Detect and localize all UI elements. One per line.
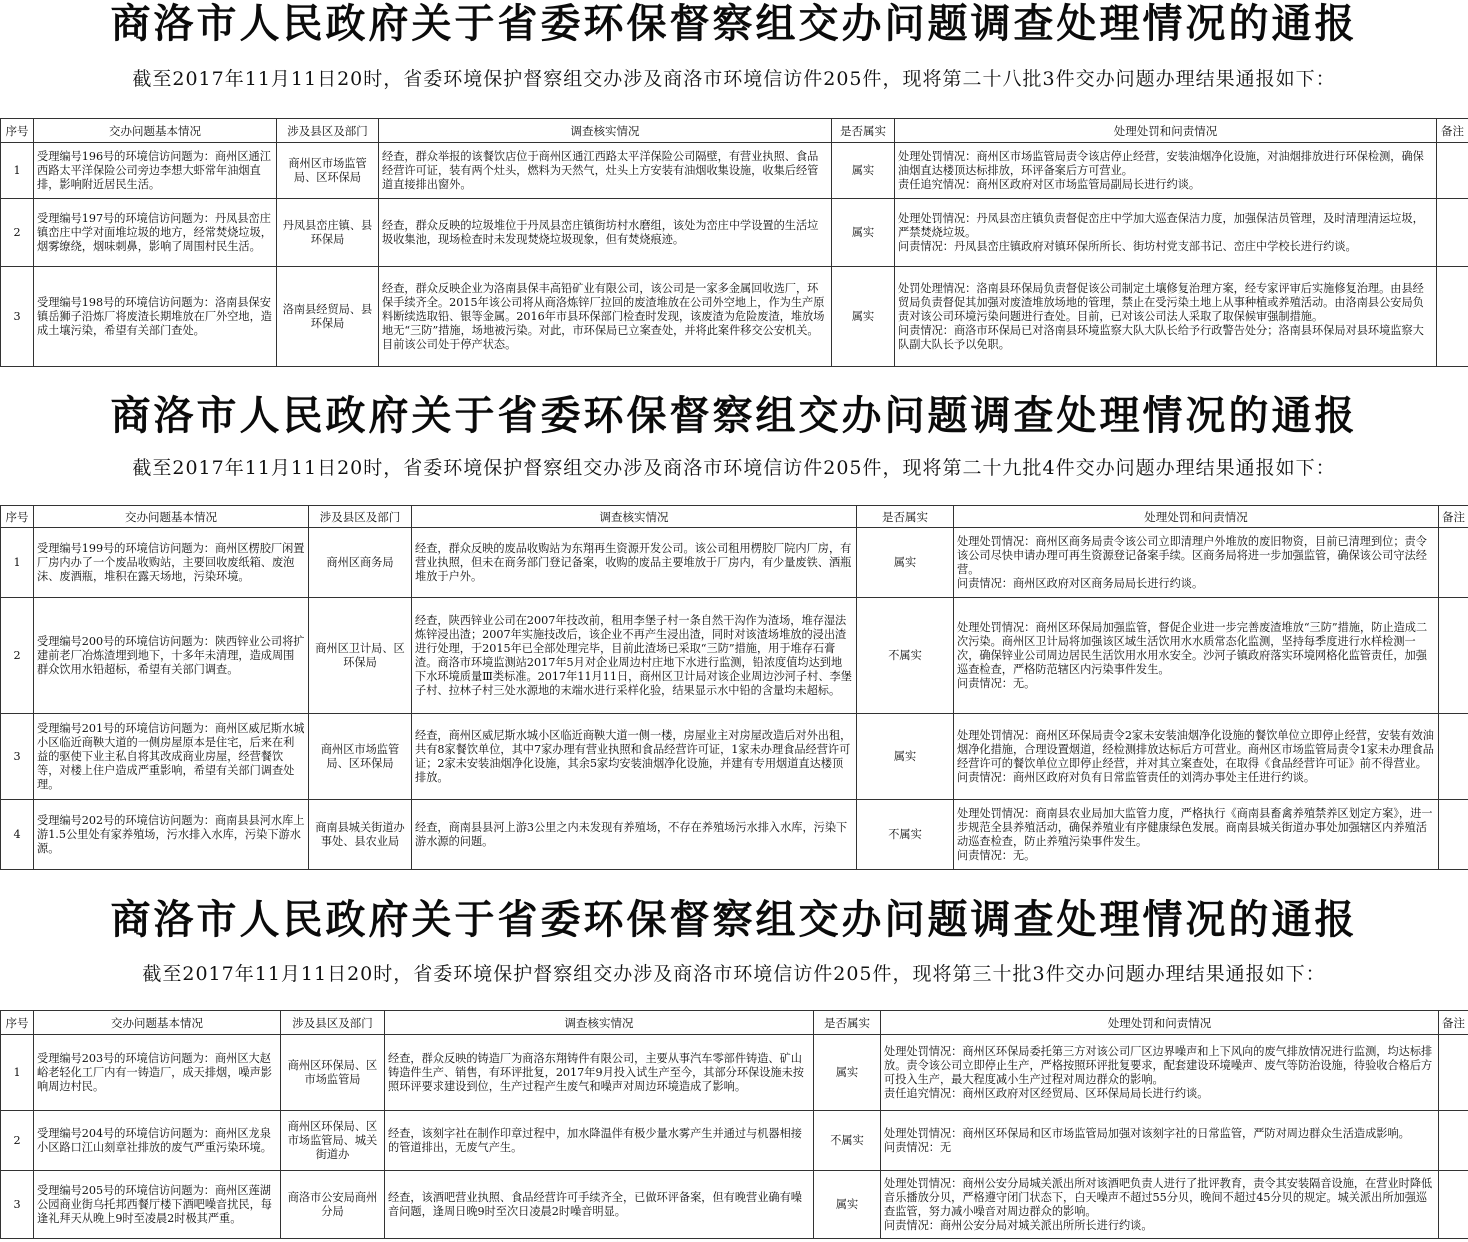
cell-handling: 处理处罚情况：商州区商务局责令该公司立即清理户外堆放的废旧物资，目前已清理到位；责令该公司尽快申请办理可再生资源登记备案手续。区商务局将进一步加强监管，确保该公司守法经营。 问责情况：商州区政府对区商务局局长进行约谈。 bbox=[954, 528, 1439, 598]
cell-investigation: 经查，群众反映的垃圾堆位于丹凤县峦庄镇街坊村水磨组，该处为峦庄中学设置的生活垃圾收集池，现场检查时未发现焚烧垃圾现象，但有焚烧痕迹。 bbox=[379, 199, 832, 267]
notice-title: 商洛市人民政府关于省委环保督察组交办问题调查处理情况的通报 bbox=[110, 1, 1358, 47]
cell-handling: 处理处罚情况：商州区市场监管局责令该店停止经营，安装油烟净化设施，对油烟排放进行环保检测，确保油烟直达楼顶达标排放，环评备案后方可营业。 责任追究情况：商州区政府对区市场监管局副局长进行约谈。 bbox=[895, 143, 1437, 199]
table-row bbox=[1, 598, 1468, 714]
cell-handling: 处理处罚情况：商南县农业局加大监管力度，严格执行《商南县畜禽养殖禁养区划定方案》，进一步规范全县养殖活动，确保养殖业有序健康绿色发展。商南县城关街道办事处加强辖区内养殖活动巡查检查，防止养殖污染事件发生。 问责情况：无。 bbox=[954, 800, 1439, 870]
cell-index: 2 bbox=[1, 1111, 34, 1171]
cell-department: 商州区商务局 bbox=[309, 528, 412, 598]
cell-remarks bbox=[1439, 800, 1468, 870]
cell-index: 4 bbox=[1, 800, 34, 870]
cell-investigation: 经查，群众反映的铸造厂为商洛东翔铸件有限公司，主要从事汽车零部件铸造、矿山铸造件生产、销售，有环评批复，2017年9月投入试生产至今，其部分环保设施未按照环评要求建设到位，生产过程产生废气和噪声对周边环境造成了影响。 bbox=[385, 1035, 814, 1111]
cell-verified: 属实 bbox=[832, 267, 895, 367]
table-row bbox=[1, 143, 1468, 199]
cell-investigation: 经查，群众举报的该餐饮店位于商州区通江西路太平洋保险公司隔壁，有营业执照、食品经营许可证，装有两个灶头，燃料为天然气，灶头上方安装有油烟收集设施，收集后经管道直接排出窗外。 bbox=[379, 143, 832, 199]
cell-handling: 处理处罚情况：商州区环保局委托第三方对该公司厂区边界噪声和上下风向的废气排放情况进行监测，均达标排放。责令该公司立即停止生产，严格按照环评批复要求，配套建设环境噪声、废气等防治设施，待验收合格后方可投入生产，最大程度减小生产过程对周边群众的影响。 责任追究情况：商州区政府对区经贸局、区环保局局长进行约谈。 bbox=[881, 1035, 1439, 1111]
header-index: 序号 bbox=[1, 506, 34, 528]
cell-index: 3 bbox=[1, 267, 34, 367]
notice-subtitle: 截至2017年11月11日20时，省委环境保护督察组交办涉及商洛市环境信访件205件，现将第三十批3件交办问题办理结果通报如下： bbox=[142, 963, 1326, 985]
table-header-row bbox=[1, 119, 1468, 143]
cell-investigation: 经查，该酒吧营业执照、食品经营许可手续齐全，已做环评备案，但有晚营业确有噪音问题，逢周日晚9时至次日凌晨2时噪音明显。 bbox=[385, 1171, 814, 1239]
cell-department: 商南县城关街道办事处、县农业局 bbox=[309, 800, 412, 870]
cell-remarks bbox=[1439, 714, 1468, 800]
header-investigation: 调查核实情况 bbox=[379, 119, 832, 143]
cell-remarks bbox=[1439, 528, 1468, 598]
cell-investigation: 经查，商南县县河上游3公里之内未发现有养殖场，不存在养殖场污水排入水库，污染下游水源的问题。 bbox=[412, 800, 857, 870]
notice-table bbox=[0, 1010, 1468, 1239]
cell-issue: 受理编号201号的环境信访问题为：商州区威尼斯水城小区临近商鞅大道的一侧房屋原本是住宅，后来在利益的驱使下业主私自将其改成商业房屋，经营餐饮等，对楼上住户造成严重影响，希望有关部门调查处理。 bbox=[34, 714, 309, 800]
header-verified: 是否属实 bbox=[832, 119, 895, 143]
header-remarks: 备注 bbox=[1437, 119, 1468, 143]
notice-title: 商洛市人民政府关于省委环保督察组交办问题调查处理情况的通报 bbox=[110, 897, 1358, 943]
header-department: 涉及县区及部门 bbox=[277, 119, 379, 143]
header-verified: 是否属实 bbox=[814, 1011, 881, 1035]
table-row bbox=[1, 267, 1468, 367]
cell-investigation: 经查，陕西锌业公司在2007年技改前，租用李堡子村一条自然干沟作为渣场，堆存湿法炼锌浸出渣；2007年实施技改后，该企业不再产生浸出渣，同时对该渣场堆放的浸出渣进行处理，于2015年已全部处理完毕，目前此渣场已采取“三防”措施，用于堆存石膏渣。商洛市环境监测站2017年5月对企业周边村庄地下水进行监测，铅浓度值均达到地下水环境质量Ⅲ类标准。2017年11月11日，商州区卫计局对该企业周边沙河子村、李堡子村、拉林子村三处水源地的末端水进行采样化验，结果显示水中铅的含量均未超标。 bbox=[412, 598, 857, 714]
table-row bbox=[1, 800, 1468, 870]
notice-table bbox=[0, 118, 1468, 367]
table-header-row bbox=[1, 1011, 1468, 1035]
cell-index: 3 bbox=[1, 714, 34, 800]
cell-handling: 处理处罚情况：丹凤县峦庄镇负责督促峦庄中学加大巡查保洁力度，加强保洁员管理，及时清理清运垃圾，严禁焚烧垃圾。 问责情况：丹凤县峦庄镇政府对镇环保所所长、街坊村党支部书记、峦庄中学校长进行约谈。 bbox=[895, 199, 1437, 267]
table-header-row bbox=[1, 506, 1468, 528]
cell-department: 商州区卫计局、区环保局 bbox=[309, 598, 412, 714]
cell-remarks bbox=[1437, 267, 1468, 367]
header-verified: 是否属实 bbox=[857, 506, 954, 528]
cell-issue: 受理编号203号的环境信访问题为：商州区大赵峪老轻化工厂内有一铸造厂，成天排烟，噪声影响周边村民。 bbox=[34, 1035, 281, 1111]
cell-issue: 受理编号202号的环境信访问题为：商南县县河水库上游1.5公里处有家养殖场，污水排入水库，污染下游水源。 bbox=[34, 800, 309, 870]
cell-verified: 属实 bbox=[857, 528, 954, 598]
cell-handling: 处理处罚情况：商州区环保局加强监管，督促企业进一步完善废渣堆放“三防”措施，防止造成二次污染。商州区卫计局将加强该区域生活饮用水水质常态化监测，坚持每季度进行水样检测一次，确保锌业公司周边居民生活饮用水用水安全。沙河子镇政府落实环境网格化监管责任，加强巡查检查，严格防范辖区内污染事件发生。 问责情况：无。 bbox=[954, 598, 1439, 714]
cell-index: 2 bbox=[1, 199, 34, 267]
table-row bbox=[1, 199, 1468, 267]
table-row bbox=[1, 528, 1468, 598]
cell-remarks bbox=[1437, 199, 1468, 267]
cell-issue: 受理编号196号的环境信访问题为：商州区通江西路太平洋保险公司旁边李想大虾常年油烟直排，影响附近居民生活。 bbox=[34, 143, 277, 199]
header-handling: 处理处罚和问责情况 bbox=[881, 1011, 1439, 1035]
table-row bbox=[1, 1111, 1468, 1171]
header-issue: 交办问题基本情况 bbox=[34, 119, 277, 143]
cell-remarks bbox=[1439, 1111, 1468, 1171]
header-investigation: 调查核实情况 bbox=[385, 1011, 814, 1035]
notice-subtitle: 截至2017年11月11日20时，省委环境保护督察组交办涉及商洛市环境信访件205件，现将第二十八批3件交办问题办理结果通报如下： bbox=[132, 68, 1336, 90]
cell-index: 1 bbox=[1, 143, 34, 199]
cell-issue: 受理编号199号的环境信访问题为：商州区楞胶厂闲置厂房内办了一个废品收购站，主要回收废纸箱、废泡沫、废酒瓶，堆积在露天场地，污染环境。 bbox=[34, 528, 309, 598]
cell-remarks bbox=[1437, 143, 1468, 199]
header-remarks: 备注 bbox=[1439, 506, 1468, 528]
header-handling: 处理处罚和问责情况 bbox=[895, 119, 1437, 143]
table-row bbox=[1, 714, 1468, 800]
header-index: 序号 bbox=[1, 1011, 34, 1035]
cell-department: 商州区市场监管局、区环保局 bbox=[277, 143, 379, 199]
cell-verified: 属实 bbox=[814, 1171, 881, 1239]
cell-handling: 处理处罚情况：商州公安分局城关派出所对该酒吧负责人进行了批评教育，责令其安装隔音设施，在营业时降低音乐播放分贝，严格遵守闭门状态下，白天噪声不超过55分贝，晚间不超过45分贝的规定。城关派出所加强巡查监管，努力减小噪音对周边群众的影响。 问责情况：商州公安分局对城关派出所所长进行约谈。 bbox=[881, 1171, 1439, 1239]
cell-department: 商洛市公安局商州分局 bbox=[281, 1171, 385, 1239]
cell-department: 商州区环保局、区市场监管局 bbox=[281, 1035, 385, 1111]
cell-issue: 受理编号204号的环境信访问题为：商州区龙泉小区路口江山刻章社排放的废气严重污染环境。 bbox=[34, 1111, 281, 1171]
notice-subtitle: 截至2017年11月11日20时，省委环境保护督察组交办涉及商洛市环境信访件205件，现将第二十九批4件交办问题办理结果通报如下： bbox=[132, 457, 1336, 479]
cell-verified: 属实 bbox=[832, 199, 895, 267]
cell-issue: 受理编号197号的环境信访问题为：丹凤县峦庄镇峦庄中学对面堆垃圾的地方，经常焚烧垃圾，烟雾缭绕，烟味刺鼻，影响了周围村民生活。 bbox=[34, 199, 277, 267]
cell-verified: 不属实 bbox=[857, 598, 954, 714]
cell-investigation: 经查，群众反映企业为洛南县保丰高铅矿业有限公司，该公司是一家多金属回收选厂，环保手续齐全。2015年该公司将从商洛炼锌厂拉回的废渣堆放在公司外空地上，作为生产原料断续选取铅、银等金属。2016年市县环保部门检查时发现，该废渣为危险废渣，堆放场地无“三防”措施，场地被污染。对此，市环保局已立案查处，并将此案件移交公安机关。目前该公司处于停产状态。 bbox=[379, 267, 832, 367]
cell-handling: 处理处罚情况：商州区环保局责令2家未安装油烟净化设施的餐饮单位立即停止经营，安装有效油烟净化措施，合理设置烟道，经检测排放达标后方可营业。商州区市场监管局责令1家未办理食品经营许可的餐饮单位立即停止经营，并对其立案查处，在取得《食品经营许可证》前不得营业。 问责情况：商州区政府对负有日常监管责任的刘湾办事处主任进行约谈。 bbox=[954, 714, 1439, 800]
notice-title: 商洛市人民政府关于省委环保督察组交办问题调查处理情况的通报 bbox=[110, 393, 1358, 439]
cell-index: 1 bbox=[1, 1035, 34, 1111]
cell-remarks bbox=[1439, 598, 1468, 714]
cell-verified: 属实 bbox=[857, 714, 954, 800]
cell-investigation: 经查，商州区威尼斯水城小区临近商鞅大道一侧一楼，房屋业主对房屋改造后对外出租，共有8家餐饮单位，其中7家办理有营业执照和食品经营许可证，1家未办理食品经营许可证；2家未安装油烟净化设施，其余5家均安装油烟净化设施，并建有专用烟道直达楼顶排放。 bbox=[412, 714, 857, 800]
cell-investigation: 经查，群众反映的废品收购站为东翔再生资源开发公司。该公司租用楞胶厂院内厂房，有营业执照，但未在商务部门登记备案，收购的废品主要堆放于厂房内，有少量废铁、酒瓶堆放于户外。 bbox=[412, 528, 857, 598]
cell-department: 丹凤县峦庄镇、县环保局 bbox=[277, 199, 379, 267]
header-investigation: 调查核实情况 bbox=[412, 506, 857, 528]
cell-investigation: 经查，该刻字社在制作印章过程中，加水降温伴有极少量水雾产生并通过与机器相接的管道排出，无废气产生。 bbox=[385, 1111, 814, 1171]
cell-index: 3 bbox=[1, 1171, 34, 1239]
header-remarks: 备注 bbox=[1439, 1011, 1468, 1035]
header-department: 涉及县区及部门 bbox=[309, 506, 412, 528]
header-issue: 交办问题基本情况 bbox=[34, 506, 309, 528]
header-index: 序号 bbox=[1, 119, 34, 143]
cell-handling: 处理处罚情况：商州区环保局和区市场监管局加强对该刻字社的日常监管，严防对周边群众生活造成影响。 问责情况：无 bbox=[881, 1111, 1439, 1171]
cell-issue: 受理编号205号的环境信访问题为：商州区莲湖公园商业街乌托邦西餐厅楼下酒吧噪音扰民，每逢礼拜天从晚上9时至凌晨2时极其严重。 bbox=[34, 1171, 281, 1239]
header-department: 涉及县区及部门 bbox=[281, 1011, 385, 1035]
cell-remarks bbox=[1439, 1035, 1468, 1111]
cell-verified: 属实 bbox=[832, 143, 895, 199]
cell-index: 1 bbox=[1, 528, 34, 598]
header-handling: 处理处罚和问责情况 bbox=[954, 506, 1439, 528]
cell-department: 洛南县经贸局、县环保局 bbox=[277, 267, 379, 367]
header-issue: 交办问题基本情况 bbox=[34, 1011, 281, 1035]
table-row bbox=[1, 1035, 1468, 1111]
notice-table bbox=[0, 505, 1468, 870]
cell-department: 商州区环保局、区市场监管局、城关街道办 bbox=[281, 1111, 385, 1171]
cell-verified: 属实 bbox=[814, 1035, 881, 1111]
cell-handling: 处罚处理情况：洛南县环保局负责督促该公司制定土壤修复治理方案，经专家评审后实施修复治理。由县经贸局负责督促其加强对废渣堆放场地的管理，禁止在受污染土地上从事种植或养殖活动。由洛南县公安局负责对该公司环境污染问题进行查处。目前，已对该公司法人采取了取保候审强制措施。 问责情况：商洛市环保局已对洛南县环境监察大队大队长给予行政警告处分；洛南县环保局对县环境监察大队副大队长予以免职。 bbox=[895, 267, 1437, 367]
cell-index: 2 bbox=[1, 598, 34, 714]
cell-issue: 受理编号198号的环境信访问题为：洛南县保安镇岳狮子沿炼厂将废渣长期堆放在厂外空地，造成土壤污染，希望有关部门查处。 bbox=[34, 267, 277, 367]
cell-remarks bbox=[1439, 1171, 1468, 1239]
cell-department: 商州区市场监管局、区环保局 bbox=[309, 714, 412, 800]
cell-verified: 不属实 bbox=[857, 800, 954, 870]
cell-verified: 不属实 bbox=[814, 1111, 881, 1171]
cell-issue: 受理编号200号的环境信访问题为：陕西锌业公司将扩建前老厂冶炼渣埋到地下，十多年未清理，造成周围群众饮用水铅超标，希望有关部门调查。 bbox=[34, 598, 309, 714]
table-row bbox=[1, 1171, 1468, 1239]
